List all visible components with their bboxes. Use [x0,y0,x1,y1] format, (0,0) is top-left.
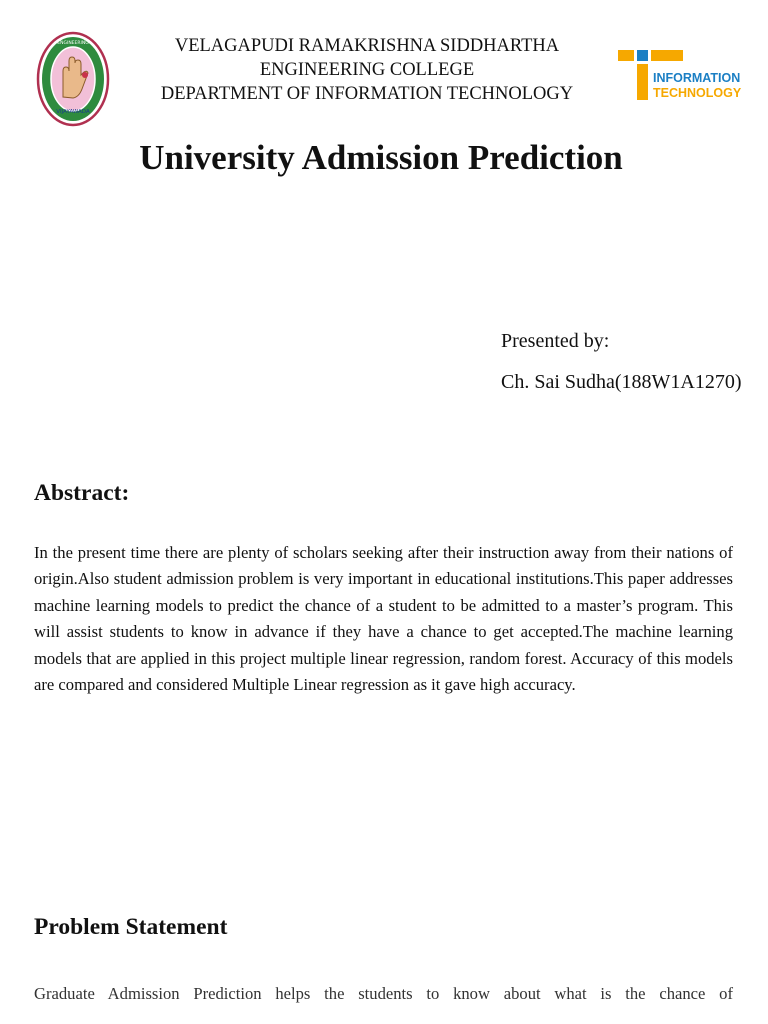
presenter-label: Presented by: [501,330,610,352]
document-title: University Admission Prediction [139,138,623,177]
presenter-block [501,321,742,403]
college-name-line-1: VELAGAPUDI RAMAKRISHNA SIDDHARTHA [174,36,560,56]
problem-statement-heading: Problem Statement [34,914,228,940]
problem-statement-paragraph: Graduate Admission Prediction helps the students to know about what is the chance of [34,984,733,1003]
abstract-paragraph: In the present time there are plenty of scholars seeking after their instruction away from their nations of origin.Also student admission problem is very important in educational institutions.This paper addresses machine learning models to predict the chance of a student to be admitted to a master’s program. This will assist students to know in advance if they have a chance to get accepted.The machine learning models that are applied in this project multiple linear regression, random forest. Accuracy of this models are compared and considered Multiple Linear regression as it gave high accuracy. [34,543,733,695]
information-technology-logo-icon [618,46,756,104]
svg-text:VIJAYAWADA: VIJAYAWADA [56,109,90,115]
logo-line-2: TECHNOLOGY [653,86,742,100]
college-name-line-2: ENGINEERING COLLEGE [259,60,475,80]
abstract-heading: Abstract: [34,480,130,506]
presenter-name: Ch. Sai Sudha(188W1A1270) [501,371,742,393]
logo-line-1: INFORMATION [653,71,741,85]
department-name: DEPARTMENT OF INFORMATION TECHNOLOGY [160,84,574,104]
college-seal-logo-icon [36,31,110,127]
college-header [122,34,612,106]
svg-text:ENGINEERING: ENGINEERING [57,41,89,46]
